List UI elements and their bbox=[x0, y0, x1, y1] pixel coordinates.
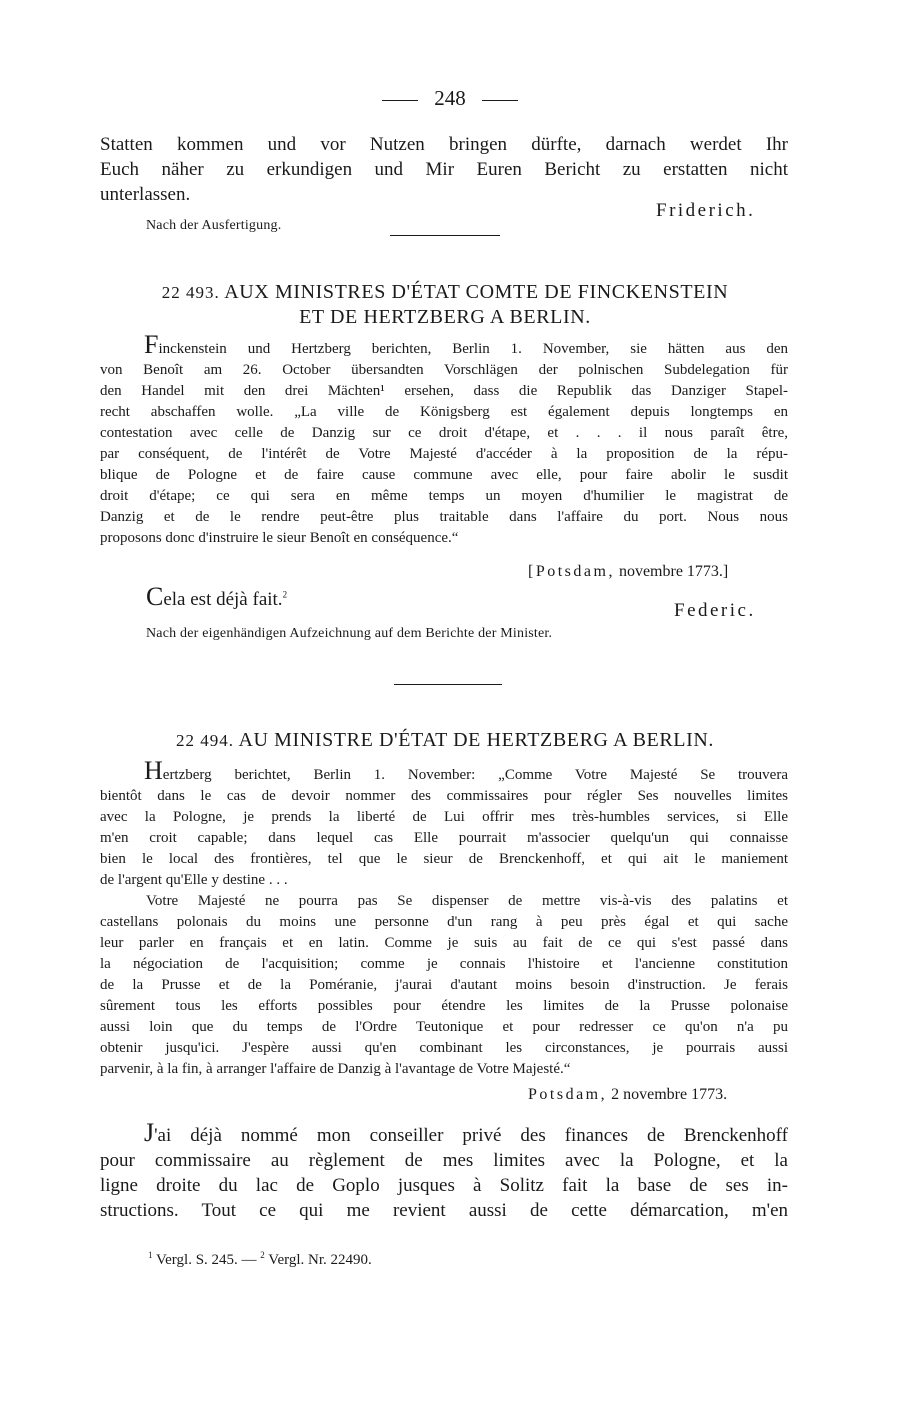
date-line: Potsdam, 2 novembre 1773. bbox=[528, 1086, 728, 1103]
text-line: par conséquent, de l'intérêt de Votre Majesté d'accéder à la proposition de la répu- bbox=[100, 446, 788, 462]
text-line: Votre Majesté ne pourra pas Se dispenser de mettre vis-à-vis des palatins et bbox=[146, 893, 788, 909]
text-line: von Benoît am 26. October übersandten Vorschlägen der polnischen Subdelegation für bbox=[100, 362, 788, 378]
letter-number: 22 494. bbox=[175, 731, 234, 750]
text-line: Danzig et de le rendre peut-être plus traitable dans l'affaire du port. Nous nous bbox=[100, 509, 788, 525]
text-line: ertzberg berichtet, Berlin 1. November: „Comme Votre Majesté Se trouvera bbox=[162, 767, 788, 783]
text-line: obtenir jusqu'ici. J'espère aussi qu'en combinant les circonstances, je pourrais aussi bbox=[100, 1040, 788, 1056]
letter-summary bbox=[100, 756, 788, 1080]
text-line: blique de Pologne et de faire cause commune avec elle, pour faire abolir le susdit bbox=[100, 467, 788, 483]
text-line: 'ai déjà nommé mon conseiller privé des finances de Brenckenhoff bbox=[154, 1125, 788, 1146]
footnote-mark: 2 bbox=[260, 1250, 265, 1260]
text-line: pour commissaire au règlement de mes limites avec la Pologne, et la bbox=[100, 1150, 788, 1171]
page-header bbox=[0, 86, 900, 111]
header-dash-right bbox=[482, 100, 518, 101]
text-line: avec la Pologne, je prends la liberté de Lui offrir mes très-humbles services, si Elle bbox=[100, 809, 788, 825]
continuation-text bbox=[100, 132, 788, 207]
text-line: recht abschaffen wolle. „La ville de Königsberg est également depuis longtemps en bbox=[100, 404, 788, 420]
section-rule bbox=[390, 235, 500, 236]
king-reply bbox=[100, 1120, 788, 1223]
text-line: aussi loin que du temps de l'Ordre Teutonique et pour redresser ce qu'on n'a pu bbox=[100, 1019, 788, 1035]
text-line: bientôt dans le cas de devoir nommer des commissaires pour régler Ses nouvelles limites bbox=[100, 788, 788, 804]
drop-capital: C bbox=[146, 582, 164, 611]
text-line: castellans polonais du moins une personne d'un rang à peu près égal et qui sache bbox=[100, 914, 788, 930]
drop-capital: F bbox=[144, 330, 159, 359]
letter-number: 22 493. bbox=[161, 283, 220, 302]
drop-capital: H bbox=[144, 756, 163, 785]
text-line: sûrement tous les efforts possibles pour étendre les limites de la Prusse polonaise bbox=[100, 998, 788, 1014]
text-line: la négociation de l'acquisition; comme je connais l'histoire et l'ancienne constitution bbox=[100, 956, 788, 972]
text-line: m'en croit capable; dans lequel cas Elle pourrait m'associer quelqu'un qui connaisse bbox=[100, 830, 788, 846]
text-line: leur parler en français et en latin. Comme je suis au fait de ce qui s'est passé dans bbox=[100, 935, 788, 951]
footnote: Vergl. Nr. 22490. bbox=[268, 1252, 372, 1268]
date-line: [Potsdam, novembre 1773.] bbox=[528, 563, 729, 580]
footnotes bbox=[148, 1250, 372, 1269]
letter-summary bbox=[100, 330, 788, 549]
source-note: Nach der eigenhändigen Aufzeichnung auf dem Berichte der Minister. bbox=[146, 626, 553, 641]
king-reply: Cela est déjà fait.$^2$ bbox=[146, 582, 288, 611]
text-line: Statten kommen und vor Nutzen bringen dürfte, darnach werdet Ihr bbox=[100, 134, 788, 155]
text-line: de la Prusse et de la Poméranie, j'aurai d'autant moins besoin d'instruction. Je ferais bbox=[100, 977, 788, 993]
text-line: inckenstein und Hertzberg berichten, Berlin 1. November, sie hätten aus den bbox=[158, 341, 788, 357]
footnote-ref: 2 bbox=[282, 589, 288, 600]
text-line: unterlassen. bbox=[100, 184, 191, 205]
text-line: proposons donc d'instruire le sieur Benoît en conséquence.“ bbox=[100, 530, 459, 546]
letter-title bbox=[100, 728, 790, 753]
text-line: contestation avec celle de Danzig sur ce droit d'étape, et . . . il nous paraît être, bbox=[100, 425, 788, 441]
letter-title-line: ET DE HERTZBERG A BERLIN. bbox=[299, 306, 591, 328]
letter-title-line: AU MINISTRE D'ÉTAT DE HERTZBERG A BERLIN. bbox=[238, 729, 715, 751]
page-number: 248 bbox=[434, 86, 466, 110]
drop-capital: J bbox=[144, 1118, 155, 1147]
section-rule bbox=[394, 684, 502, 685]
source-note: Nach der Ausfertigung. bbox=[146, 218, 282, 233]
text-line: parvenir, à la fin, à arranger l'affaire de Danzig à l'avantage de Votre Majesté.“ bbox=[100, 1061, 571, 1077]
signature: Friderich. bbox=[656, 200, 756, 221]
text-line: Euch näher zu erkundigen und Mir Euren Bericht zu erstatten nicht bbox=[100, 159, 788, 180]
footnote-mark: 1 bbox=[148, 1250, 153, 1260]
text-line: droit d'étape; ce qui sera en même temps un moyen d'humilier le magistrat de bbox=[100, 488, 788, 504]
header-dash-left bbox=[382, 100, 418, 101]
text-line: ligne droite du lac de Goplo jusques à Solitz fait la base de ses in- bbox=[100, 1175, 788, 1196]
signature: Federic. bbox=[674, 600, 756, 621]
text-line: de l'argent qu'Elle y destine . . . bbox=[100, 872, 288, 888]
letter-title-line: AUX MINISTRES D'ÉTAT COMTE DE FINCKENSTEIN bbox=[224, 281, 729, 303]
text-line: bien le local des frontières, tel que le sieur de Brenckenhoff, et qui ait le maniement bbox=[100, 851, 788, 867]
text-line: den Handel mit den drei Mächten¹ ersehen, dass die Republik das Danziger Stapel- bbox=[100, 383, 788, 399]
letter-title bbox=[100, 280, 790, 329]
footnote: Vergl. S. 245. — bbox=[155, 1252, 257, 1268]
text-line: structions. Tout ce qui me revient aussi de cette démarcation, m'en bbox=[100, 1200, 788, 1221]
